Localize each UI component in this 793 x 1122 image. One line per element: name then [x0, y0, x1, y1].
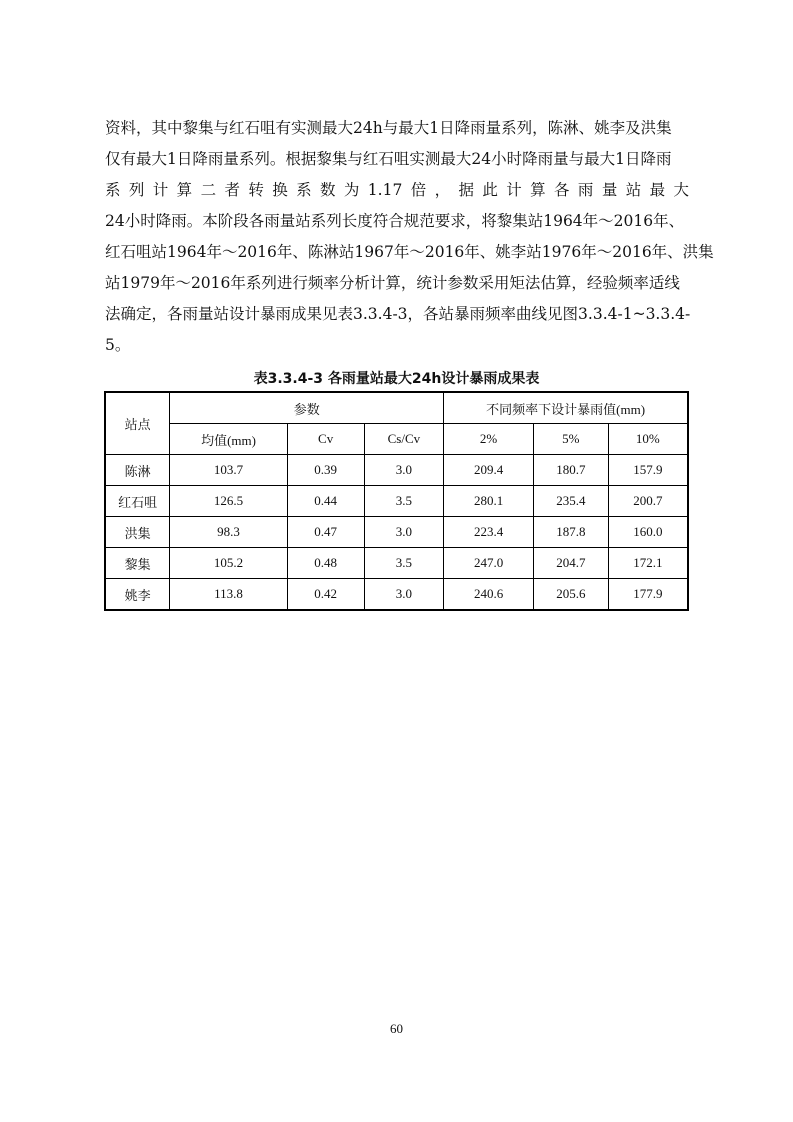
- paragraph-line: 24小时降雨。本阶段各雨量站系列长度符合规范要求，将黎集站1964年～2016年、: [105, 212, 685, 230]
- table-body: [105, 455, 688, 611]
- table-cell: 0.44: [287, 486, 364, 517]
- table-cell: 177.9: [608, 579, 688, 611]
- table-cell: 205.6: [533, 579, 608, 611]
- table-header-row: [105, 392, 688, 424]
- header-cscv: Cs/Cv: [364, 424, 444, 455]
- table-cell: 172.1: [608, 548, 688, 579]
- table-subheader-row: [105, 424, 688, 455]
- table-cell: 陈淋: [105, 455, 170, 486]
- table-row: [105, 579, 688, 611]
- table-row: [105, 517, 688, 548]
- header-station: 站点: [105, 392, 170, 455]
- table-cell: 红石咀: [105, 486, 170, 517]
- table-cell: 200.7: [608, 486, 688, 517]
- table-cell: 160.0: [608, 517, 688, 548]
- table-cell: 280.1: [444, 486, 534, 517]
- paragraph-line: 资料，其中黎集与红石咀有实测最大24h与最大1日降雨量系列，陈淋、姚李及洪集: [105, 119, 672, 137]
- paragraph-line: 红石咀站1964年～2016年、陈淋站1967年～2016年、姚李站1976年～2016年、洪集: [105, 243, 714, 261]
- table-cell: 209.4: [444, 455, 534, 486]
- table-cell: 180.7: [533, 455, 608, 486]
- table-row: [105, 548, 688, 579]
- table-cell: 0.48: [287, 548, 364, 579]
- table-cell: 103.7: [170, 455, 288, 486]
- table-caption: 表3.3.4-3 各雨量站最大24h设计暴雨成果表: [253, 371, 540, 387]
- table-cell: 3.5: [364, 548, 444, 579]
- table-cell: 98.3: [170, 517, 288, 548]
- table-row: [105, 486, 688, 517]
- header-p10: 10%: [608, 424, 688, 455]
- header-p2: 2%: [444, 424, 534, 455]
- table-row: [105, 455, 688, 486]
- table-cell: 223.4: [444, 517, 534, 548]
- table-cell: 113.8: [170, 579, 288, 611]
- table-cell: 3.0: [364, 455, 444, 486]
- table-cell: 姚李: [105, 579, 170, 611]
- header-p5: 5%: [533, 424, 608, 455]
- table-cell: 157.9: [608, 455, 688, 486]
- table-cell: 240.6: [444, 579, 534, 611]
- table-cell: 0.42: [287, 579, 364, 611]
- table-cell: 黎集: [105, 548, 170, 579]
- body-paragraph: [105, 113, 714, 361]
- table-cell: 187.8: [533, 517, 608, 548]
- header-mean: 均值(mm): [170, 424, 288, 455]
- table-cell: 247.0: [444, 548, 534, 579]
- page-number: 60: [390, 1021, 403, 1036]
- paragraph-line: 系列计算二者转换系数为1.17倍，据此计算各雨量站最大: [105, 181, 689, 199]
- table-cell: 204.7: [533, 548, 608, 579]
- paragraph-line: 站1979年～2016年系列进行频率分析计算，统计参数采用矩法估算，经验频率适线: [105, 274, 680, 292]
- table-cell: 3.0: [364, 579, 444, 611]
- table-cell: 126.5: [170, 486, 288, 517]
- table-cell: 105.2: [170, 548, 288, 579]
- table-cell: 235.4: [533, 486, 608, 517]
- header-design: 不同频率下设计暴雨值(mm): [444, 392, 688, 424]
- header-params: 参数: [170, 392, 444, 424]
- table-cell: 洪集: [105, 517, 170, 548]
- table-cell: 0.47: [287, 517, 364, 548]
- paragraph-line: 法确定，各雨量站设计暴雨成果见表3.3.4-3，各站暴雨频率曲线见图3.3.4-1~3.3.4-: [105, 305, 691, 323]
- paragraph-line: 5。: [105, 336, 131, 354]
- header-cv: Cv: [287, 424, 364, 455]
- paragraph-line: 仅有最大1日降雨量系列。根据黎集与红石咀实测最大24小时降雨量与最大1日降雨: [105, 150, 672, 168]
- design-rainfall-table: [104, 391, 689, 611]
- table-cell: 0.39: [287, 455, 364, 486]
- table-cell: 3.0: [364, 517, 444, 548]
- table-cell: 3.5: [364, 486, 444, 517]
